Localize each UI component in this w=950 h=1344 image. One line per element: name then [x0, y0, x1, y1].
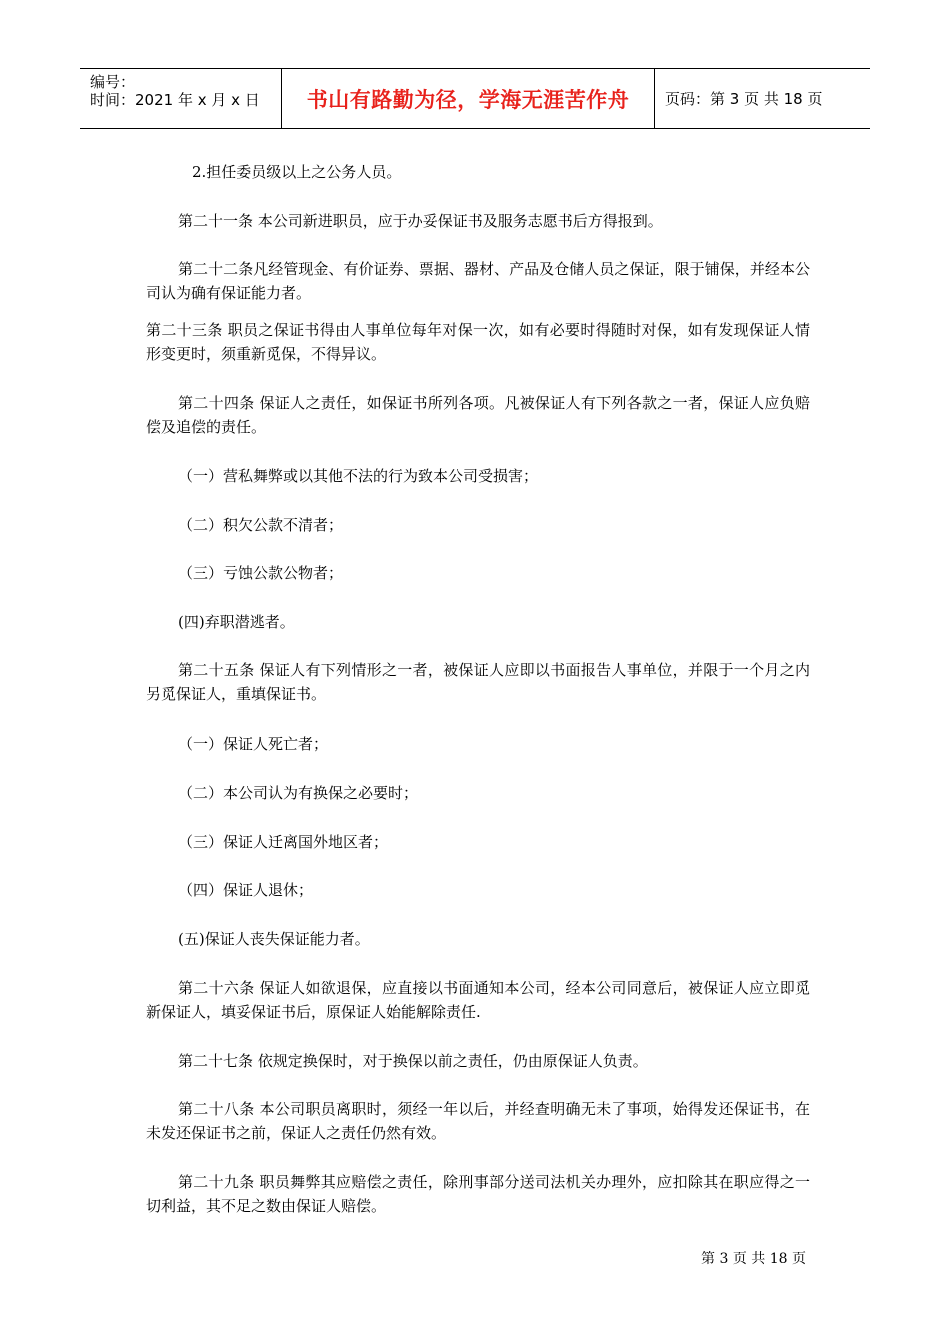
- page-header: [80, 68, 870, 129]
- paragraph: 第二十三条 职员之保证书得由人事单位每年对保一次，如有必要时得随时对保，如有发现保证人情形变更时，须重新觅保，不得异议。: [146, 321, 810, 363]
- paragraph: （四）保证人退休；: [178, 881, 314, 899]
- paragraph: （二）本公司认为有换保之必要时；: [178, 784, 419, 802]
- paragraph: (四)弃职潜逃者。: [178, 613, 295, 631]
- paragraph: 第二十五条 保证人有下列情形之一者，被保证人应即以书面报告人事单位，并限于一个月之内另觅保证人，重填保证书。: [146, 661, 810, 703]
- header-motto: [282, 69, 655, 128]
- paragraph: 第二十六条 保证人如欲退保，应直接以书面通知本公司，经本公司同意后，被保证人应立即觅新保证人，填妥保证书后，原保证人始能解除责任.: [146, 979, 810, 1021]
- header-page-info: [655, 69, 870, 128]
- paragraph: 第二十九条 职员舞弊其应赔偿之责任，除刑事部分送司法机关办理外，应扣除其在职应得之一切利益，其不足之数由保证人赔偿。: [146, 1173, 810, 1215]
- paragraph: 第二十七条 依规定换保时，对于换保以前之责任，仍由原保证人负责。: [178, 1052, 648, 1070]
- paragraph: （一）营私舞弊或以其他不法的行为致本公司受损害；: [178, 467, 539, 485]
- page-footer: [701, 1248, 806, 1268]
- paragraph: 第二十四条 保证人之责任，如保证书所列各项。凡被保证人有下列各款之一者，保证人应负赔偿及追偿的责任。: [146, 394, 810, 436]
- paragraph: （三）亏蚀公款公物者；: [178, 564, 344, 582]
- header-meta: [80, 69, 282, 128]
- paragraph: （三）保证人迁离国外地区者；: [178, 833, 389, 851]
- paragraph: 第二十一条 本公司新进职员，应于办妥保证书及服务志愿书后方得报到。: [178, 212, 663, 230]
- motto-text: 书山有路勤为径，学海无涯苦作舟: [306, 87, 630, 112]
- paragraph: （二）积欠公款不清者；: [178, 516, 344, 534]
- footer-page-number: 第 3 页 共 18 页: [701, 1251, 806, 1267]
- paragraph: （一）保证人死亡者；: [178, 735, 329, 753]
- paragraph: 第二十二条凡经管现金、有价证券、票据、器材、产品及仓储人员之保证，限于铺保，并经本公司认为确有保证能力者。: [146, 260, 810, 302]
- document-number: 编号：: [90, 73, 136, 91]
- paragraph: 2.担任委员级以上之公务人员。: [192, 163, 402, 181]
- paragraph: (五)保证人丧失保证能力者。: [178, 930, 370, 948]
- header-page-number: 页码：第 3 页 共 18 页: [665, 90, 823, 108]
- document-time: 时间：2021 年 x 月 x 日: [90, 91, 260, 109]
- paragraph: 第二十八条 本公司职员离职时，须经一年以后，并经查明确无未了事项，始得发还保证书，在未发还保证书之前，保证人之责任仍然有效。: [146, 1100, 810, 1142]
